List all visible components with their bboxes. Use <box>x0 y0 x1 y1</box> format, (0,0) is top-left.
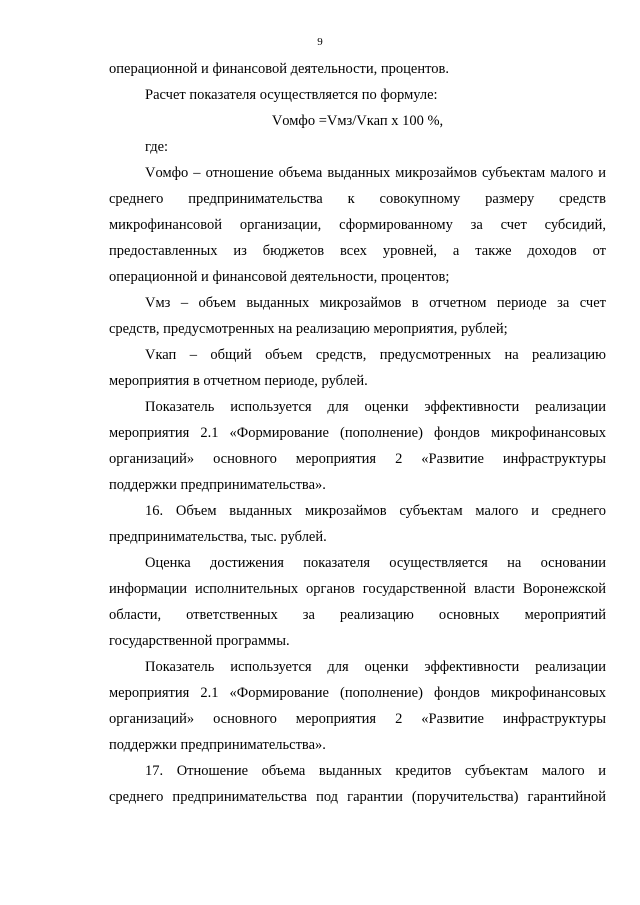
text-line: Оценка достижения показателя осуществляется на основании <box>145 555 606 571</box>
text-line: мероприятия 2.1 «Формирование (пополнение) фондов микрофинансовых <box>109 685 606 701</box>
text-line: организаций» основного мероприятия 2 «Развитие инфраструктуры <box>109 711 606 727</box>
text-line: Vкап – общий объем средств, предусмотренных на реализацию <box>145 347 606 363</box>
text-line: информации исполнительных органов государственной власти Воронежской <box>109 581 606 597</box>
text-line: Vомфо – отношение объема выданных микрозаймов субъектам малого и <box>145 165 606 181</box>
document-body <box>109 56 606 810</box>
text-line: операционной и финансовой деятельности, процентов; <box>109 269 450 285</box>
text-line: где: <box>145 139 169 155</box>
text-line: Показатель используется для оценки эффективности реализации <box>145 399 606 415</box>
text-line: мероприятия в отчетном периоде, рублей. <box>109 373 368 389</box>
text-line: области, ответственных за реализацию основных мероприятий <box>109 607 606 623</box>
text-line: Показатель используется для оценки эффективности реализации <box>145 659 606 675</box>
text-line: 17. Отношение объема выданных кредитов субъектам малого и <box>145 763 606 779</box>
text-line: предпринимательства, тыс. рублей. <box>109 529 327 545</box>
text-line: организаций» основного мероприятия 2 «Развитие инфраструктуры <box>109 451 606 467</box>
text-line: средств, предусмотренных на реализацию мероприятия, рублей; <box>109 321 508 337</box>
text-line: 16. Объем выданных микрозаймов субъектам малого и среднего <box>145 503 606 519</box>
formula: Vомфо =Vмз/Vкап х 100 %, <box>271 113 444 129</box>
text-line: микрофинансовой организации, сформированному за счет субсидий, <box>109 217 606 233</box>
text-line: среднего предпринимательства под гарантии (поручительства) гарантийной <box>109 789 606 805</box>
text-line: Расчет показателя осуществляется по формуле: <box>145 87 438 103</box>
text-line: государственной программы. <box>109 633 290 649</box>
text-line: предоставленных из бюджетов всех уровней, а также доходов от <box>109 243 606 259</box>
text-line: среднего предпринимательства к совокупному размеру средств <box>109 191 606 207</box>
text-line: поддержки предпринимательства». <box>109 737 326 753</box>
text-line: Vмз – объем выданных микрозаймов в отчетном периоде за счет <box>145 295 606 311</box>
text-line: операционной и финансовой деятельности, процентов. <box>109 61 449 77</box>
text-line: мероприятия 2.1 «Формирование (пополнение) фондов микрофинансовых <box>109 425 606 441</box>
text-line: поддержки предпринимательства». <box>109 477 326 493</box>
page-number: 9 <box>317 36 323 48</box>
